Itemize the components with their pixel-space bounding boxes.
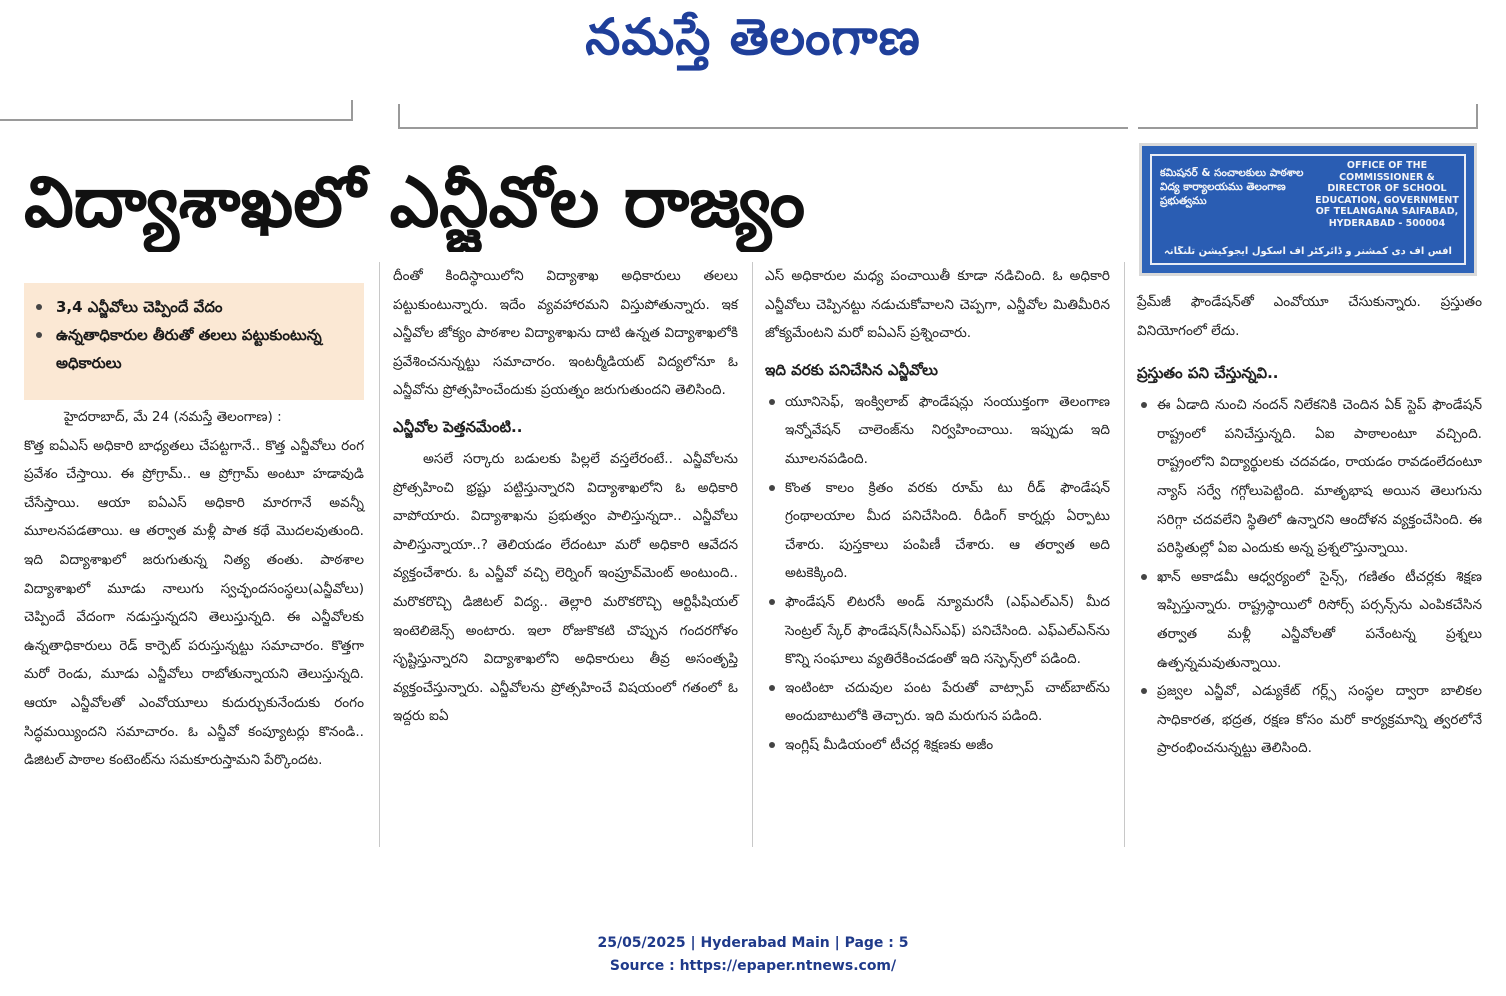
highlight-item: 3,4 ఎన్జీవోలు చెప్పిందే వేదం (36, 293, 352, 321)
subheading: ఇది వరకు పనిచేసిన ఎన్జీవోలు (765, 360, 938, 379)
divider (0, 119, 352, 121)
signboard-telugu-text: కమిషనర్ & సంచాలకులు పాఠశాల విద్య కార్యాలయము తెలంగాణ ప్రభుత్వము (1160, 167, 1304, 207)
office-signboard-photo (1139, 143, 1477, 276)
bullet-icon (769, 685, 775, 691)
divider (398, 104, 400, 128)
subheading: ఎన్జీవోల పెత్తనమేంటి.. (393, 417, 523, 436)
edition-info: 25/05/2025 | Hyderabad Main | Page : 5 (597, 935, 909, 951)
column-divider (1124, 262, 1125, 847)
bullet-icon (769, 742, 775, 748)
masthead-title: నమస్తే తెలంగాణ (585, 8, 921, 66)
list-item: ప్రజ్వల ఎన్జీవో, ఎడ్యుకేట్ గర్ల్స్ సంస్థల ద్వారా బాలికల సాధికారత, భద్రత, రక్షణ కోసం మరో కార్యక్రమాన్ని త్వరలోనే ప్రారంభించనున్నట్టు తెలిసింది. (1137, 677, 1482, 763)
article-column-3 (765, 262, 1110, 760)
article-column-1 (24, 403, 364, 775)
article-paragraph: దీంతో కిందిస్థాయిలోని విద్యాశాఖ అధికారులు తలలు పట్టుకుంటున్నారు. ఇదేం వ్యవహారమని విస్తుపోతున్నారు. ఇక ఎన్జీవోల జోక్యం పాఠశాల విద్యాశాఖను దాటి ఉన్నత విద్యాశాఖలోకి ప్రవేశించనున్నట్టు సమాచారం. ఇంటర్మీడియట్ విద్యలోనూ ఓ ఎన్జీవోను ప్రోత్సహించేందుకు ప్రయత్నం జరుగుతుందని తెలిసింది. (393, 268, 738, 399)
page-footer (0, 932, 1506, 978)
list-item: ఇంగ్లిష్ మీడియంలో టీచర్ల శిక్షణకు అజీం (765, 731, 1110, 760)
article-headline: విద్యాశాఖలో ఎన్జీవోల రాజ్యం (24, 161, 806, 243)
list-item: ఈ ఏడాది నుంచి నందన్ నిలేకనికి చెందిన ఏక్ స్టెప్ ఫౌండేషన్ రాష్ట్రంలో పనిచేస్తున్నది. ఏఐ పాఠాలంటూ వచ్చింది. రాష్ట్రంలోని విద్యార్థులకు చదవడం, రాయడం రావడంలేదంటూ న్యాస్ సర్వే గగ్గోలుపెట్టింది. మాతృభాష అయిన తెలుగును సరిగ్గా చదవలేని స్థితిలో ఉన్నారని ఆందోళన వ్యక్తంచేసింది. ఈ పరిస్థితుల్లో ఏఐ ఎందుకు అన్న ప్రశ్నలొస్తున్నాయి. (1137, 391, 1482, 563)
divider (1476, 104, 1478, 128)
column-divider (379, 262, 380, 847)
subheading: ప్రస్తుతం పని చేస్తున్నవి.. (1137, 364, 1279, 383)
bullet-icon (1141, 402, 1147, 408)
bullet-icon (769, 599, 775, 605)
divider (1138, 127, 1478, 129)
divider (398, 127, 1128, 129)
bullet-icon (36, 332, 42, 338)
list-item: ఇంటింటా చదువుల పంట పేరుతో వాట్సాప్ చాట్‌బాట్‌ను అందుబాటులోకి తెచ్చారు. ఇది మరుగున పడింది. (765, 674, 1110, 731)
highlights-box (24, 283, 364, 400)
highlight-item: ఉన్నతాధికారుల తీరుతో తలలు పట్టుకుంటున్న అధికారులు (36, 321, 352, 377)
list-item: కొంత కాలం క్రితం వరకు రూమ్ టు రీడ్ ఫౌండేషన్ గ్రంథాలయాల మీద పనిచేసింది. రీడింగ్ కార్నర్లు ఏర్పాటు చేశారు. పుస్తకాలు పంపిణీ చేశారు. ఆ తర్వాత అది అటకెక్కింది. (765, 474, 1110, 588)
signboard-urdu-text: آفس آف دی کمشنر و ڈائرکٹر آف اسکول ایجوکیشن تلنگانہ (1164, 246, 1452, 257)
article-paragraph: ఎస్ అధికారుల మధ్య పంచాయితీ కూడా నడిచింది. ఓ అధికారి ఎన్జీవోలు చెప్పినట్టు నడుచుకోవాలని చెప్పగా, ఎన్జీవోల మితిమీరిన జోక్యమేంటని మరో ఐఏఎస్ ప్రశ్నించారు. (765, 268, 1110, 342)
masthead (0, 0, 1506, 120)
bullet-icon (1141, 688, 1147, 694)
signboard (1150, 154, 1466, 265)
article-paragraph: ప్రేమ్‌జీ ఫౌండేషన్‌తో ఎంవోయూ చేసుకున్నారు. ప్రస్తుతం వినియోగంలో లేదు. (1137, 294, 1482, 339)
column-divider (752, 262, 753, 847)
bullet-icon (1141, 574, 1147, 580)
signboard-english-text: OFFICE OF THE COMMISSIONER & DIRECTOR OF SCHOOL EDUCATION, GOVERNMENT OF TELANGANA SAIFABAD, HYDERABAD - 500004 (1315, 160, 1459, 229)
article-paragraph: కొత్త ఐఏఎస్ అధికారి బాధ్యతలు చేపట్టగానే.. కొత్త ఎన్జీవోలు రంగ ప్రవేశం చేస్తాయి. ఈ ప్రోగ్రామ్.. ఆ ప్రోగ్రామ్ అంటూ హడావుడి చేసేస్తాయి. ఆయా ఐఏఎస్ అధికారి మారగానే అవన్నీ మూలనపడతాయి. ఆ తర్వాత మళ్లీ పాత కథే మొదలవుతుంది. ఇది విద్యాశాఖలో జరుగుతున్న నిత్య తంతు. పాఠశాల విద్యాశాఖలో మూడు నాలుగు స్వచ్ఛందసంస్థలు(ఎన్జీవోలు) చెప్పిందే వేదంగా నడుస్తున్నదని తెలుస్తున్నది. ఈ ఎన్జీవోలకు ఉన్నతాధికారులు రెడ్ కార్పెట్ పరుస్తున్నట్టు సమాచారం. కొత్తగా మరో రెండు, మూడు ఎన్జీవోలు రాబోతున్నాయని తెలుస్తున్నది. ఆయా ఎన్జీవోలతో ఎంవోయూలు కుదుర్చుకునేందుకు రంగం సిద్ధమయ్యిందని సమాచారం. ఓ ఎన్జీవో కంప్యూటర్లు కొనండి.. డిజిటల్ పాఠాల కంటెంట్‌ను సమకూరుస్తామని పేర్కొందట. (24, 437, 364, 769)
divider (351, 100, 353, 121)
list-item: ఖాన్ అకాడమీ ఆధ్వర్యంలో సైన్స్, గణితం టీచర్లకు శిక్షణ ఇప్పిస్తున్నారు. రాష్ట్రస్థాయిలో రిసోర్స్ పర్సన్స్‌ను ఎంపికచేసిన తర్వాత మళ్లీ ఎన్జీవోలతో పనేంటన్న ప్రశ్నలు ఉత్పన్నమవుతున్నాయి. (1137, 563, 1482, 677)
article-column-4 (1137, 288, 1482, 763)
source-link[interactable]: Source : https://epaper.ntnews.com/ (609, 958, 897, 974)
article-paragraph: అసలే సర్కారు బడులకు పిల్లలే వస్తలేరంటే.. ఎన్జీవోలను ప్రోత్సహించి భ్రష్టు పట్టిస్తున్నారని విద్యాశాఖలోని ఓ అధికారి వాపోయారు. విద్యాశాఖను ప్రభుత్వం పాలిస్తున్నదా.. ఎన్జీవోలు పాలిస్తున్నాయా..? తెలియడం లేదంటూ మరో అధికారి ఆవేదన వ్యక్తంచేశారు. ఓ ఎన్జీవో వచ్చి లెర్నింగ్ ఇంప్రూవ్‌మెంట్ అంటుంది.. మరొకరొచ్చి డిజిటల్ విద్య.. తెల్లారి మరొకరొచ్చి ఆర్టిఫీషియల్ ఇంటెలిజెన్స్ అంటారు. ఇలా రోజుకొకటి చొప్పున గందరగోళం సృష్టిస్తున్నారని విద్యాశాఖలోని అధికారులు తీవ్ర అసంతృప్తి వ్యక్తంచేస్తున్నారు. ఎన్జీవోలను ప్రోత్సహించే విషయంలో గతంలో ఓ ఇద్దరు ఐఏ (393, 450, 738, 725)
list-item: ఫౌండేషన్ లిటరసీ అండ్ న్యూమరసీ (ఎఫ్ఎల్ఎన్) మీద సెంట్రల్ స్కేర్ ఫౌండేషన్(సీఎస్ఎఫ్) పనిచేసింది. ఎఫ్ఎల్ఎన్‌ను కొన్ని సంఘాలు వ్యతిరేకించడంతో ఇది సస్పెన్స్‌లో పడింది. (765, 588, 1110, 674)
bullet-icon (36, 304, 42, 310)
dateline: హైదరాబాద్, మే 24 (నమస్తే తెలంగాణ) : (64, 409, 282, 425)
article-column-2 (393, 262, 738, 731)
list-item: యూనిసెఫ్, ఇంక్విలాబ్ ఫౌండేషన్లు సంయుక్తంగా తెలంగాణ ఇన్నోవేషన్ చాలెంజ్‌ను నిర్వహించాయి. ఇప్పుడు ఇది మూలనపడింది. (765, 388, 1110, 474)
bullet-icon (769, 485, 775, 491)
bullet-icon (769, 399, 775, 405)
